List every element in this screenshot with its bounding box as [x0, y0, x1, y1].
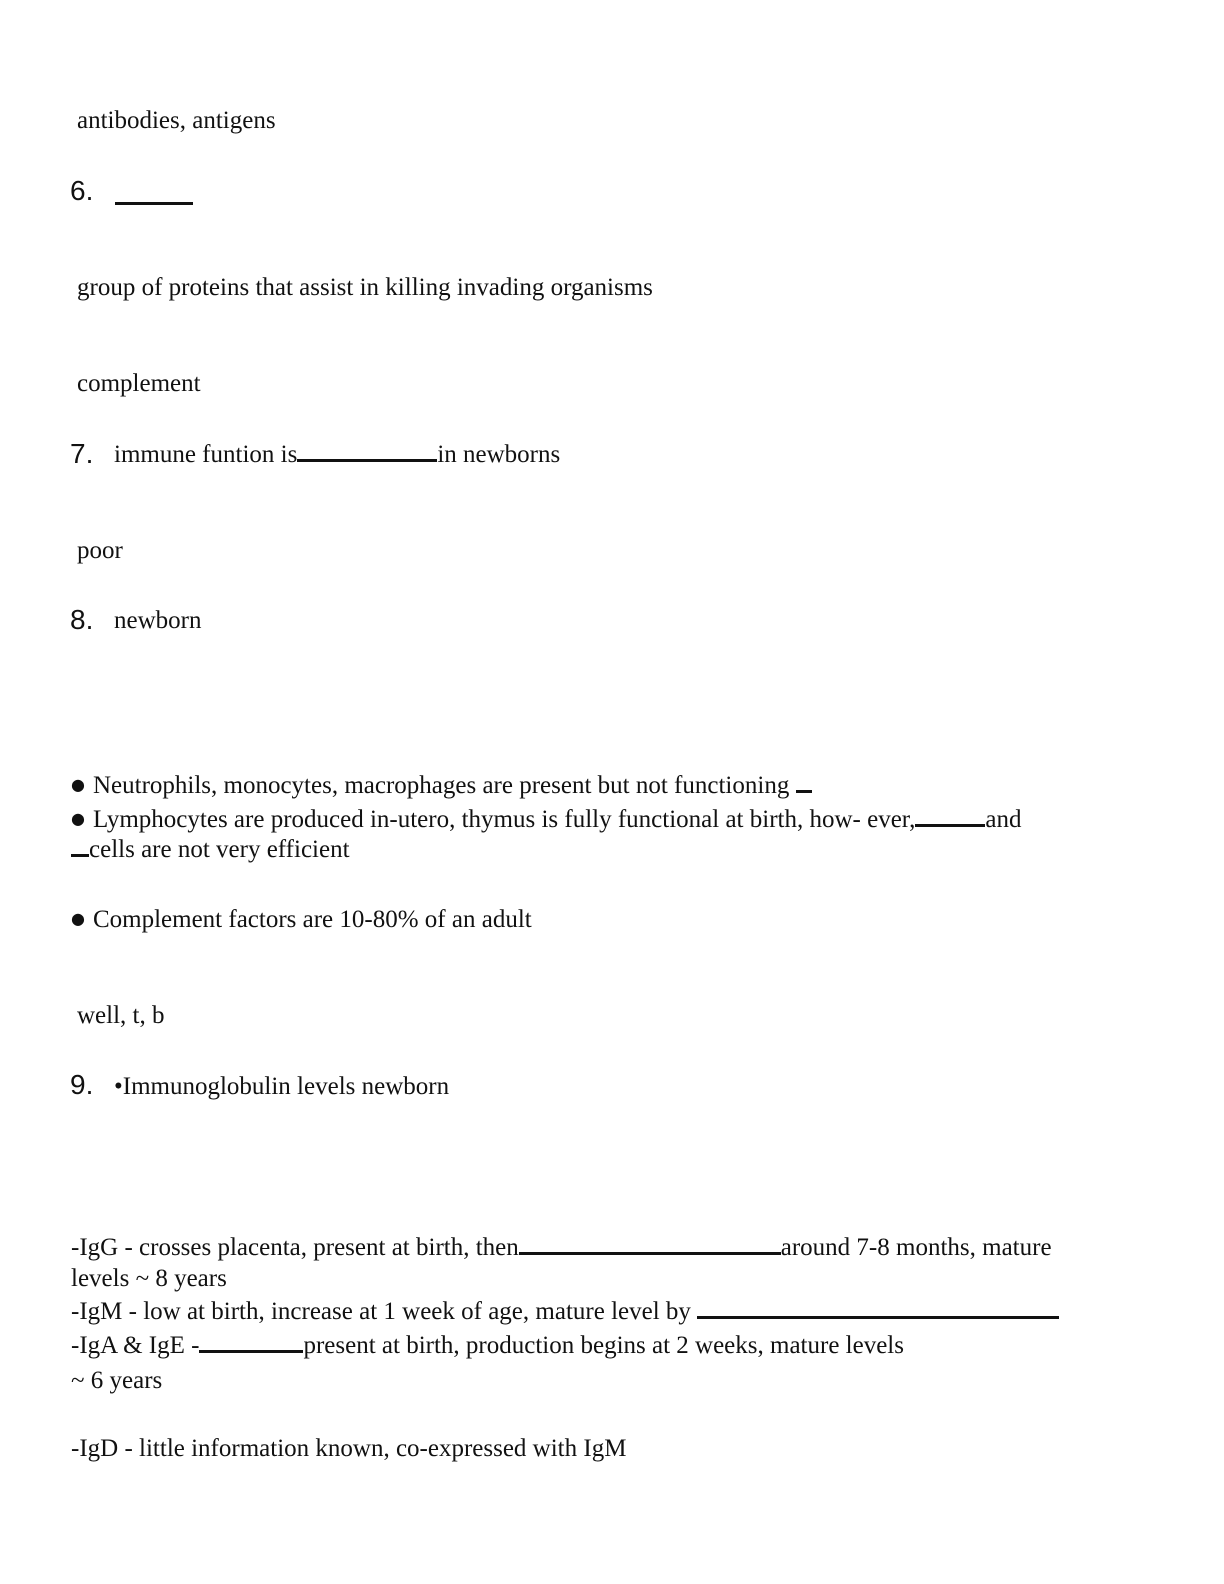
iga-text-b: present at birth, production begins at 2 weeks, mature levels [303, 1332, 904, 1359]
answer-q5: antibodies, antigens [77, 107, 276, 134]
bullet-icon: ● [71, 909, 85, 928]
answer-q7: poor [77, 537, 123, 564]
answer-q6: complement [77, 370, 201, 397]
igm-blank [697, 1296, 1059, 1319]
question-8-number: 8. [70, 604, 94, 635]
igm-text: -IgM - low at birth, increase at 1 week of age, mature level by [71, 1298, 691, 1325]
question-7-blank [297, 439, 437, 462]
question-6-text: group of proteins that assist in killing invading organisms [77, 274, 653, 301]
iga-line-2: ~ 6 years [71, 1367, 163, 1394]
answer-q8: well, t, b [77, 1002, 165, 1029]
question-6-blank [115, 202, 193, 205]
igg-line-1 [71, 1232, 1052, 1263]
bullet-lymphocytes-text: Lymphocytes are produced in-utero, thymus is fully functional at birth, how- ever, [92, 806, 916, 833]
question-7-suffix: in newborns [437, 441, 561, 468]
question-9-number: 9. [70, 1069, 94, 1100]
igg-blank [519, 1232, 781, 1255]
bullet-icon: ● [71, 809, 85, 828]
question-7-number: 7. [70, 438, 94, 469]
igd-line: -IgD - little information known, co-expressed with IgM [71, 1435, 627, 1462]
bullet-icon: ● [71, 775, 85, 794]
igg-line-2: levels ~ 8 years [71, 1265, 227, 1292]
igg-text-a: -IgG - crosses placenta, present at birth, then [71, 1234, 519, 1261]
bullet-lymphocytes-cont-text: cells are not very efficient [89, 836, 350, 863]
bullet-lymphocytes-blank-2 [71, 834, 89, 857]
igm-line [71, 1296, 1059, 1327]
bullet-neutrophils [71, 769, 812, 801]
iga-text-a: -IgA & IgE - [71, 1332, 200, 1359]
bullet-complement [71, 903, 532, 935]
question-9-title: •Immunoglobulin levels newborn [114, 1073, 450, 1100]
question-7-text [114, 439, 560, 470]
igg-text-b: around 7-8 months, mature [780, 1234, 1052, 1261]
question-7-prefix: immune funtion is [114, 441, 298, 468]
bullet-lymphocytes-and: and [985, 806, 1022, 833]
iga-blank [199, 1330, 303, 1353]
bullet-lymphocytes-cont [71, 834, 350, 865]
bullet-neutrophils-text: Neutrophils, monocytes, macrophages are present but not functioning [92, 772, 790, 799]
question-6-number: 6. [70, 175, 94, 206]
bullet-lymphocytes-blank-1 [915, 804, 985, 827]
iga-line-1 [71, 1330, 904, 1361]
bullet-complement-text: Complement factors are 10-80% of an adult [92, 906, 532, 933]
question-8-title: newborn [114, 607, 202, 634]
bullet-neutrophils-blank [796, 770, 812, 793]
bullet-lymphocytes [71, 803, 1021, 835]
